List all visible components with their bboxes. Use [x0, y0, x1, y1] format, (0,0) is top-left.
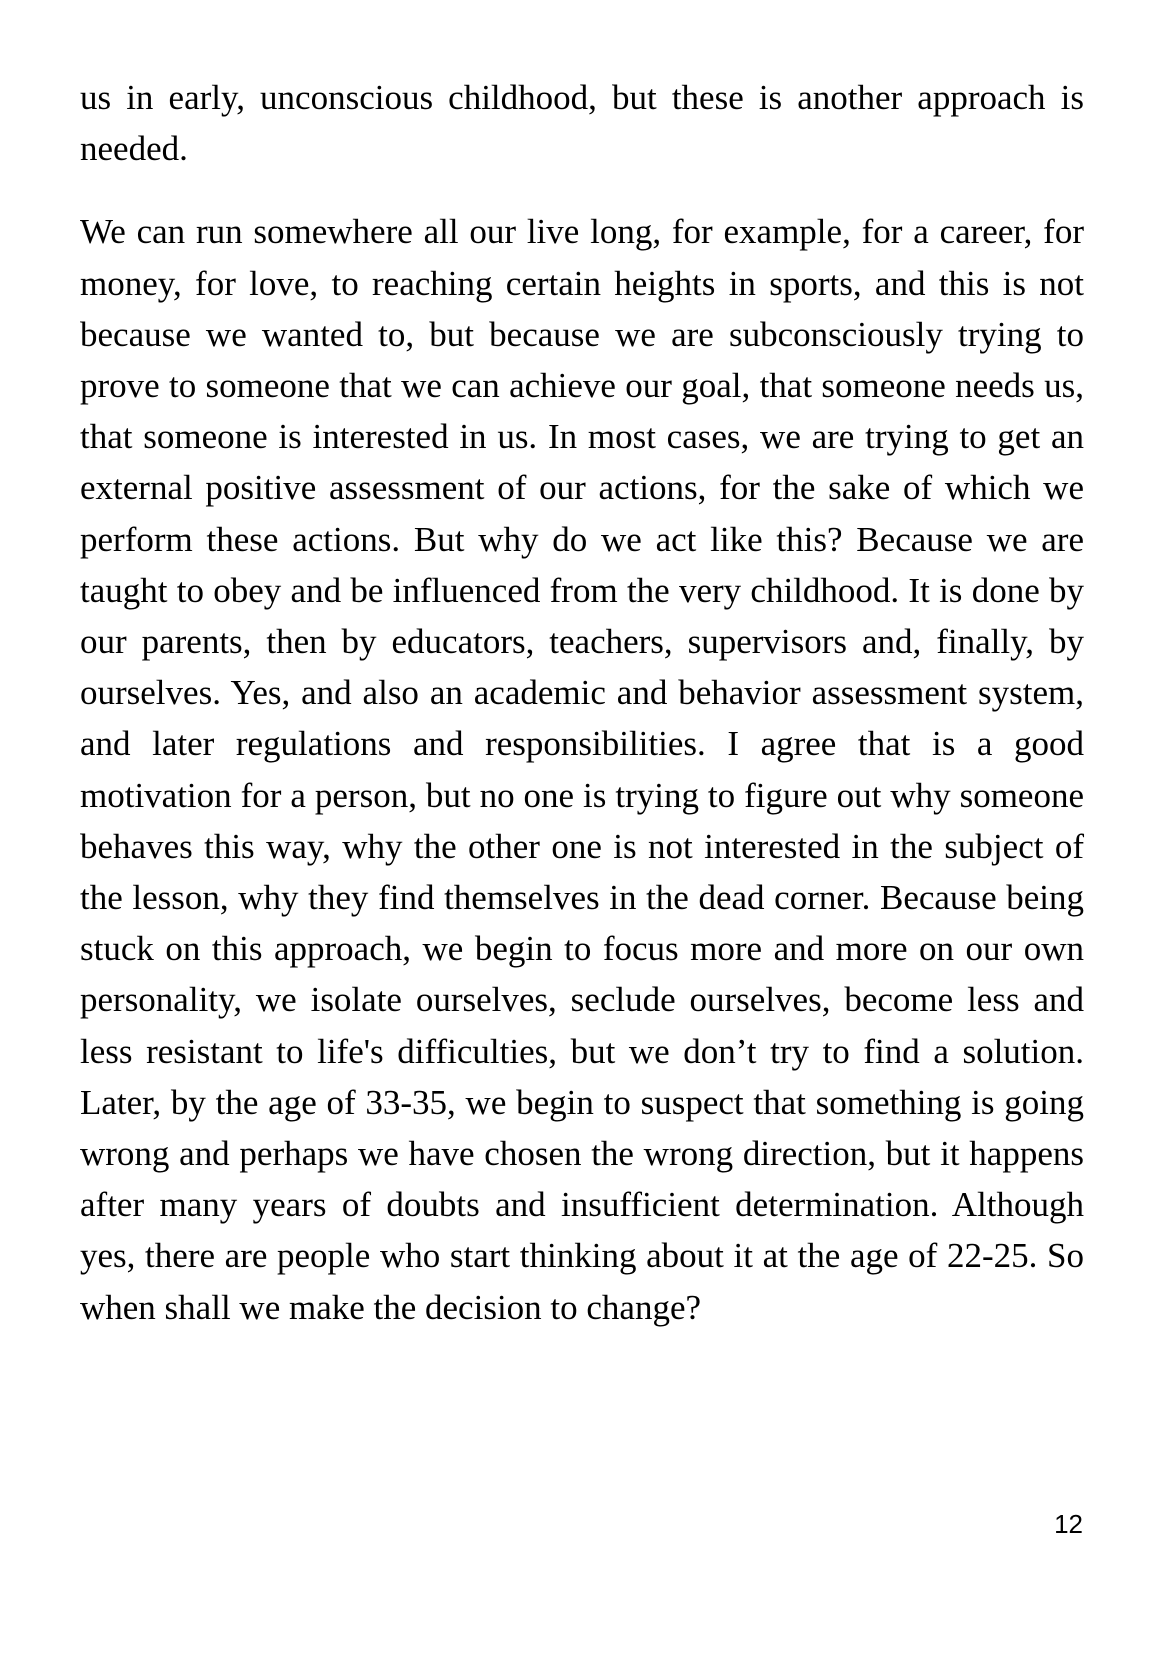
body-text — [80, 72, 1084, 1333]
paragraph-1: us in early, unconscious childhood, but these is another approach is needed. — [80, 78, 1084, 169]
paragraph-2: We can run somewhere all our live long, for example, for a career, for money, for love, to reaching certain heights in sports, and this is not because we wanted to, but because we are subconsciously trying to prove to someone that we can achieve our goal, that someone needs us, that someone is interested in us. In most cases, we are trying to get an external positive assessment of our actions, for the sake of which we perform these actions. But why do we act like this? Because we are taught to obey and be influenced from the very childhood. It is done by our parents, then by educators, teachers, supervisors and, finally, by ourselves. Yes, and also an academic and behavior assessment system, and later regulations and responsibilities. I agree that is a good motivation for a person, but no one is trying to figure out why someone behaves this way, why the other one is not interested in the subject of the lesson, why they find themselves in the dead corner. Because being stuck on this approach, we begin to focus more and more on our own personality, we isolate ourselves, seclude ourselves, become less and less resistant to life's difficulties, but we don’t try to find a solution. Later, by the age of 33-35, we begin to suspect that something is going wrong and perhaps we have chosen the wrong direction, but it happens after many years of doubts and insufficient determination. Although yes, there are people who start thinking about it at the age of 22-25. So when shall we make the decision to change? — [80, 212, 1084, 1327]
page-number: 12 — [1054, 1509, 1083, 1539]
